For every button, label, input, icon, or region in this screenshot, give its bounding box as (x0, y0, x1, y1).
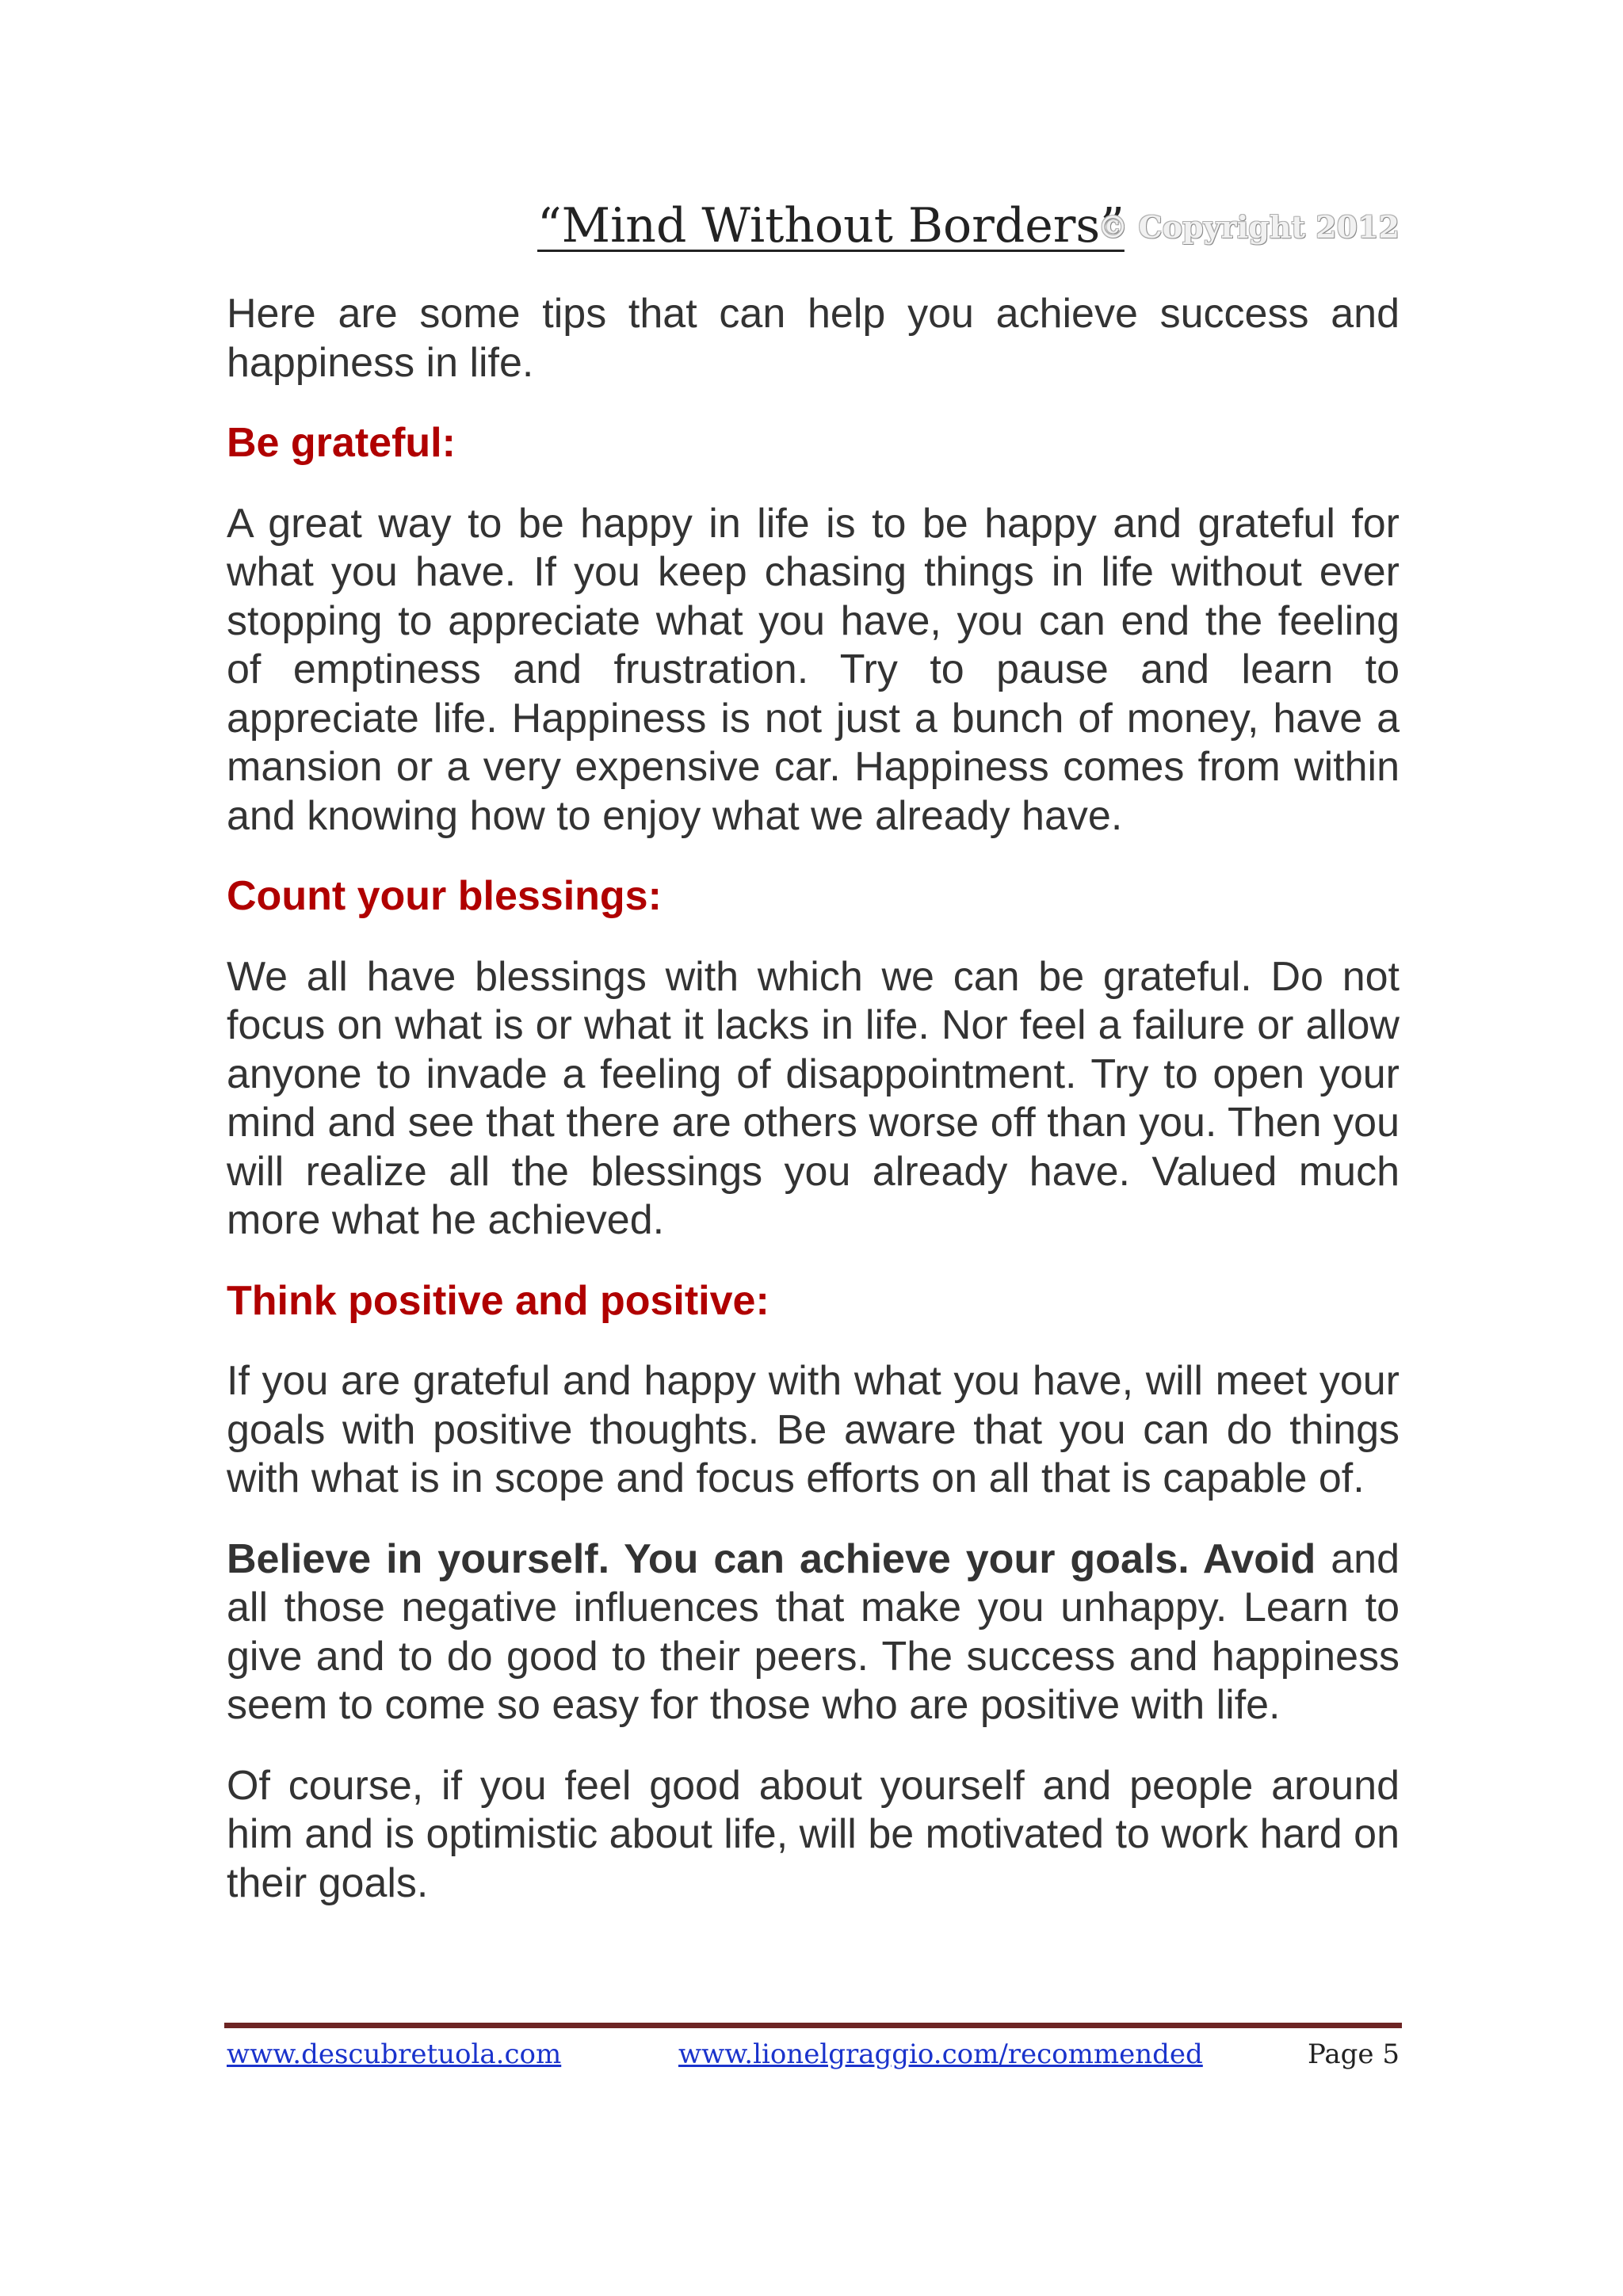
section-paragraph-be-grateful: A great way to be happy in life is to be happy and grateful for what you have. If you keep chasing things in life without ever stopping to appreciate what you have, you can end the feeling of emptiness and frustration. Try to pause and learn to appreciate life. Happiness is not just a bunch of money, have a mansion or a very expensive car. Happiness comes from within and knowing how to enjoy what we already have. (227, 500, 1400, 839)
section-heading-think-positive: Think positive and positive: (227, 1277, 769, 1324)
believe-paragraph (227, 1535, 1400, 1730)
footer-link-descubretuola[interactable]: www.descubretuola.com (227, 2039, 562, 2070)
section-heading-count-blessings: Count your blessings: (227, 873, 662, 919)
section-paragraph-count-blessings: We all have blessings with which we can be grateful. Do not focus on what is or what it lacks in life. Nor feel a failure or allow anyone to invade a feeling of disappointment. Try to open your mind and see that there are others worse off than you. Then you will realize all the blessings you already have. Valued much more what he achieved. (227, 953, 1400, 1243)
believe-lead-text: Believe in yourself. You can achieve your goals. Avoid (227, 1535, 1316, 1582)
section-heading-be-grateful: Be grateful: (227, 420, 456, 466)
page-footer (227, 2035, 1400, 2074)
footer-divider (224, 2023, 1402, 2028)
page-header (227, 190, 1400, 261)
intro-paragraph: Here are some tips that can help you achieve success and happiness in life. (227, 291, 1400, 386)
closing-paragraph: Of course, if you feel good about yourself and people around him and is optimistic about life, will be motivated to work hard on their goals. (227, 1762, 1400, 1906)
document-title: “Mind Without Borders” (537, 198, 1125, 254)
page-number: Page 5 (1308, 2039, 1400, 2070)
page-content (227, 290, 1400, 1939)
copyright-notice: © Copyright 2012 (1098, 209, 1400, 245)
believe-body-text: and all those negative influences that make you unhappy. Learn to give and to do good to their peers. The success and happiness seem to come so easy for those who are positive with life. (227, 1535, 1400, 1728)
section-paragraph-think-positive: If you are grateful and happy with what you have, will meet your goals with positive thoughts. Be aware that you can do things with what is in scope and focus efforts on all that is capable of. (227, 1358, 1400, 1501)
footer-link-lionelgraggio[interactable]: www.lionelgraggio.com/recommended (678, 2039, 1203, 2070)
